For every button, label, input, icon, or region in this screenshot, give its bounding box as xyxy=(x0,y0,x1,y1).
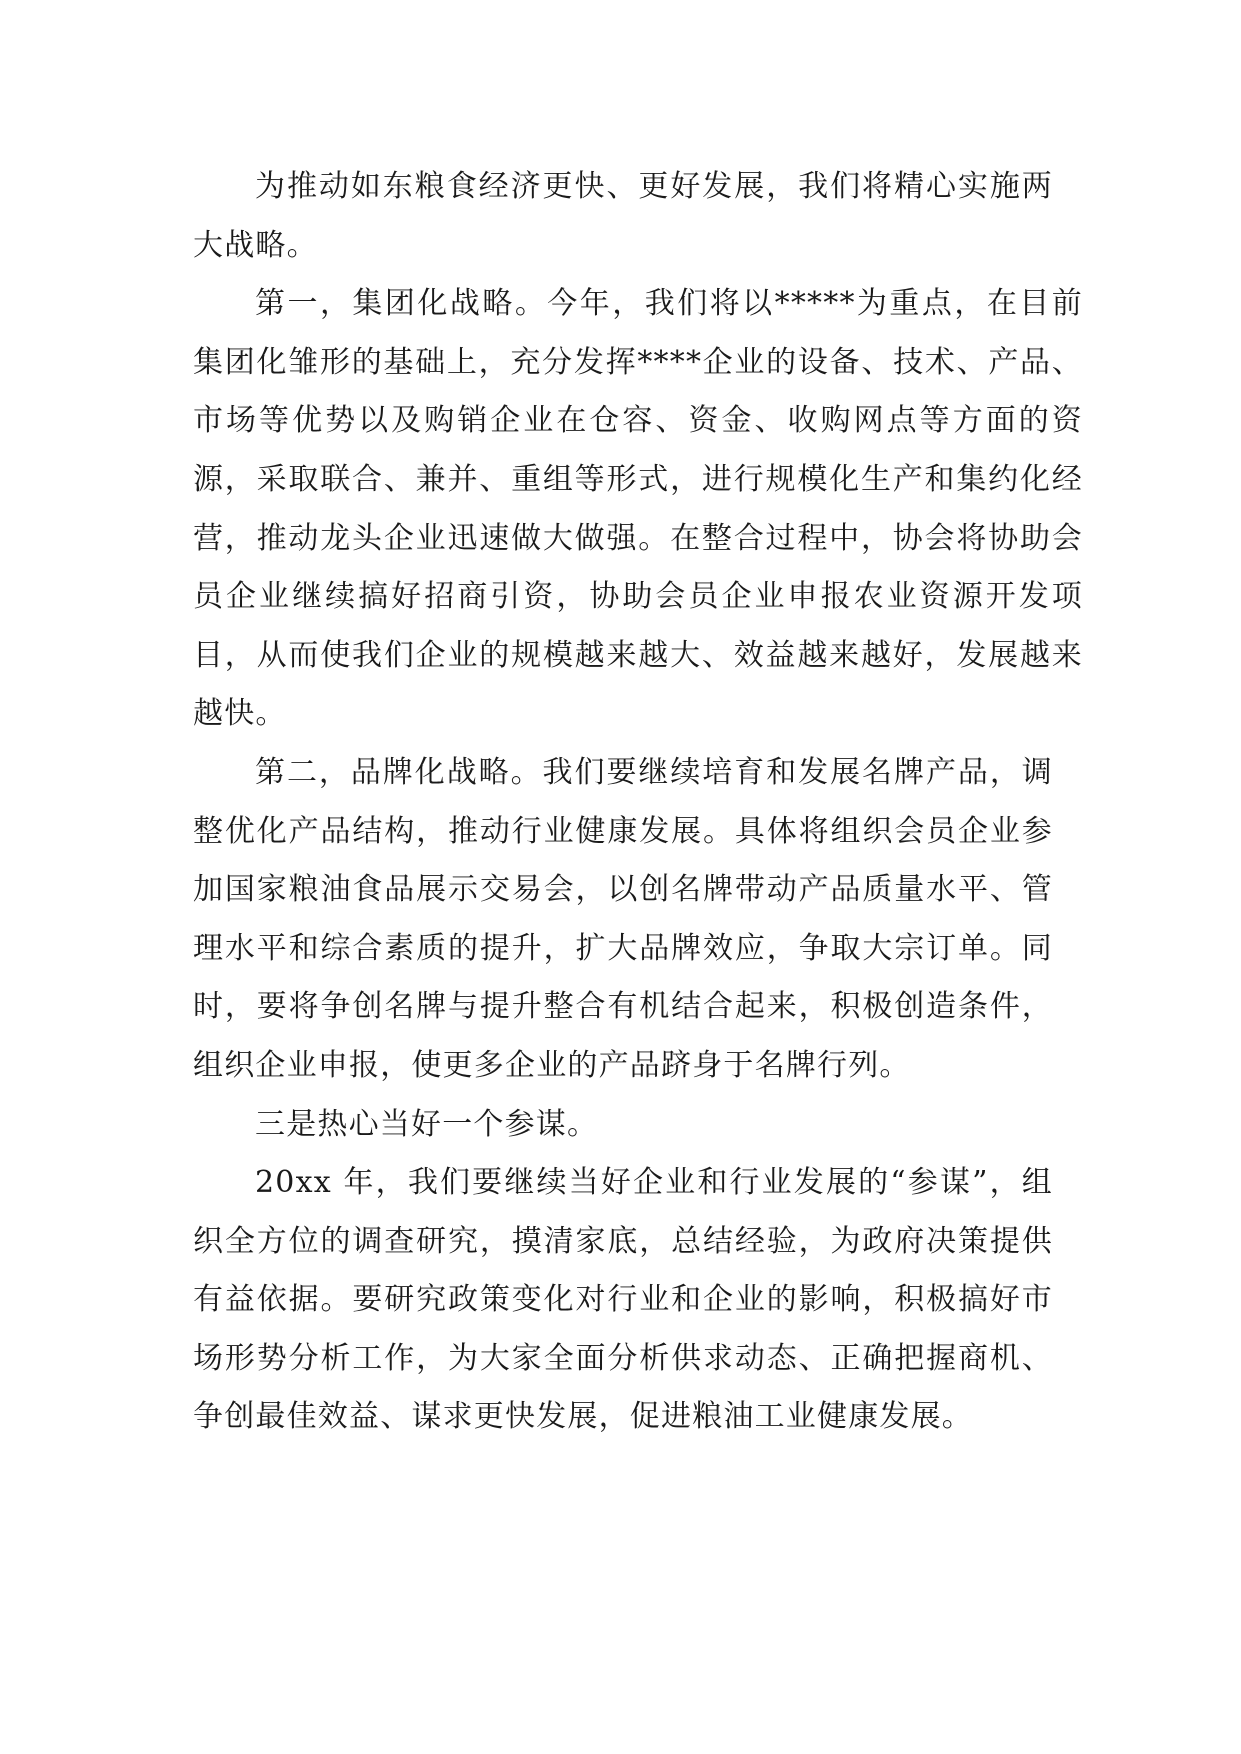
paragraph-advisor-heading: 三是热心当好一个参谋。 xyxy=(255,1106,599,1142)
paragraph-intro: 为推动如东粮食经济更快、更好发展，我们将精心实施两大战略。 xyxy=(193,169,1053,263)
paragraph-advisor-body: 20xx 年，我们要继续当好企业和行业发展的“参谋”，组织全方位的调查研究，摸清家底，总结经验，为政府决策提供有益依据。要研究政策变化对行业和企业的影响，积极搞好市场形势分析工作，为大家全面分析供求动态、正确把握商机、争创最佳效益、谋求更快发展，促进粮油工业健康发展。 xyxy=(193,1165,1053,1435)
document-body xyxy=(193,158,1083,1447)
paragraph-group-strategy: 第一，集团化战略。今年，我们将以*****为重点，在目前集团化雏形的基础上，充分发挥****企业的设备、技术、产品、市场等优势以及购销企业在仓容、资金、收购网点等方面的资源，采取联合、兼并、重组等形式，进行规模化生产和集约化经营，推动龙头企业迅速做大做强。在整合过程中，协会将协助会员企业继续搞好招商引资，协助会员企业申报农业资源开发项目，从而使我们企业的规模越来越大、效益越来越好，发展越来越快。 xyxy=(193,286,1083,732)
paragraph-brand-strategy: 第二，品牌化战略。我们要继续培育和发展名牌产品，调整优化产品结构，推动行业健康发展。具体将组织会员企业参加国家粮油食品展示交易会，以创名牌带动产品质量水平、管理水平和综合素质的提升，扩大品牌效应，争取大宗订单。同时，要将争创名牌与提升整合有机结合起来，积极创造条件，组织企业申报，使更多企业的产品跻身于名牌行列。 xyxy=(193,754,1053,1083)
